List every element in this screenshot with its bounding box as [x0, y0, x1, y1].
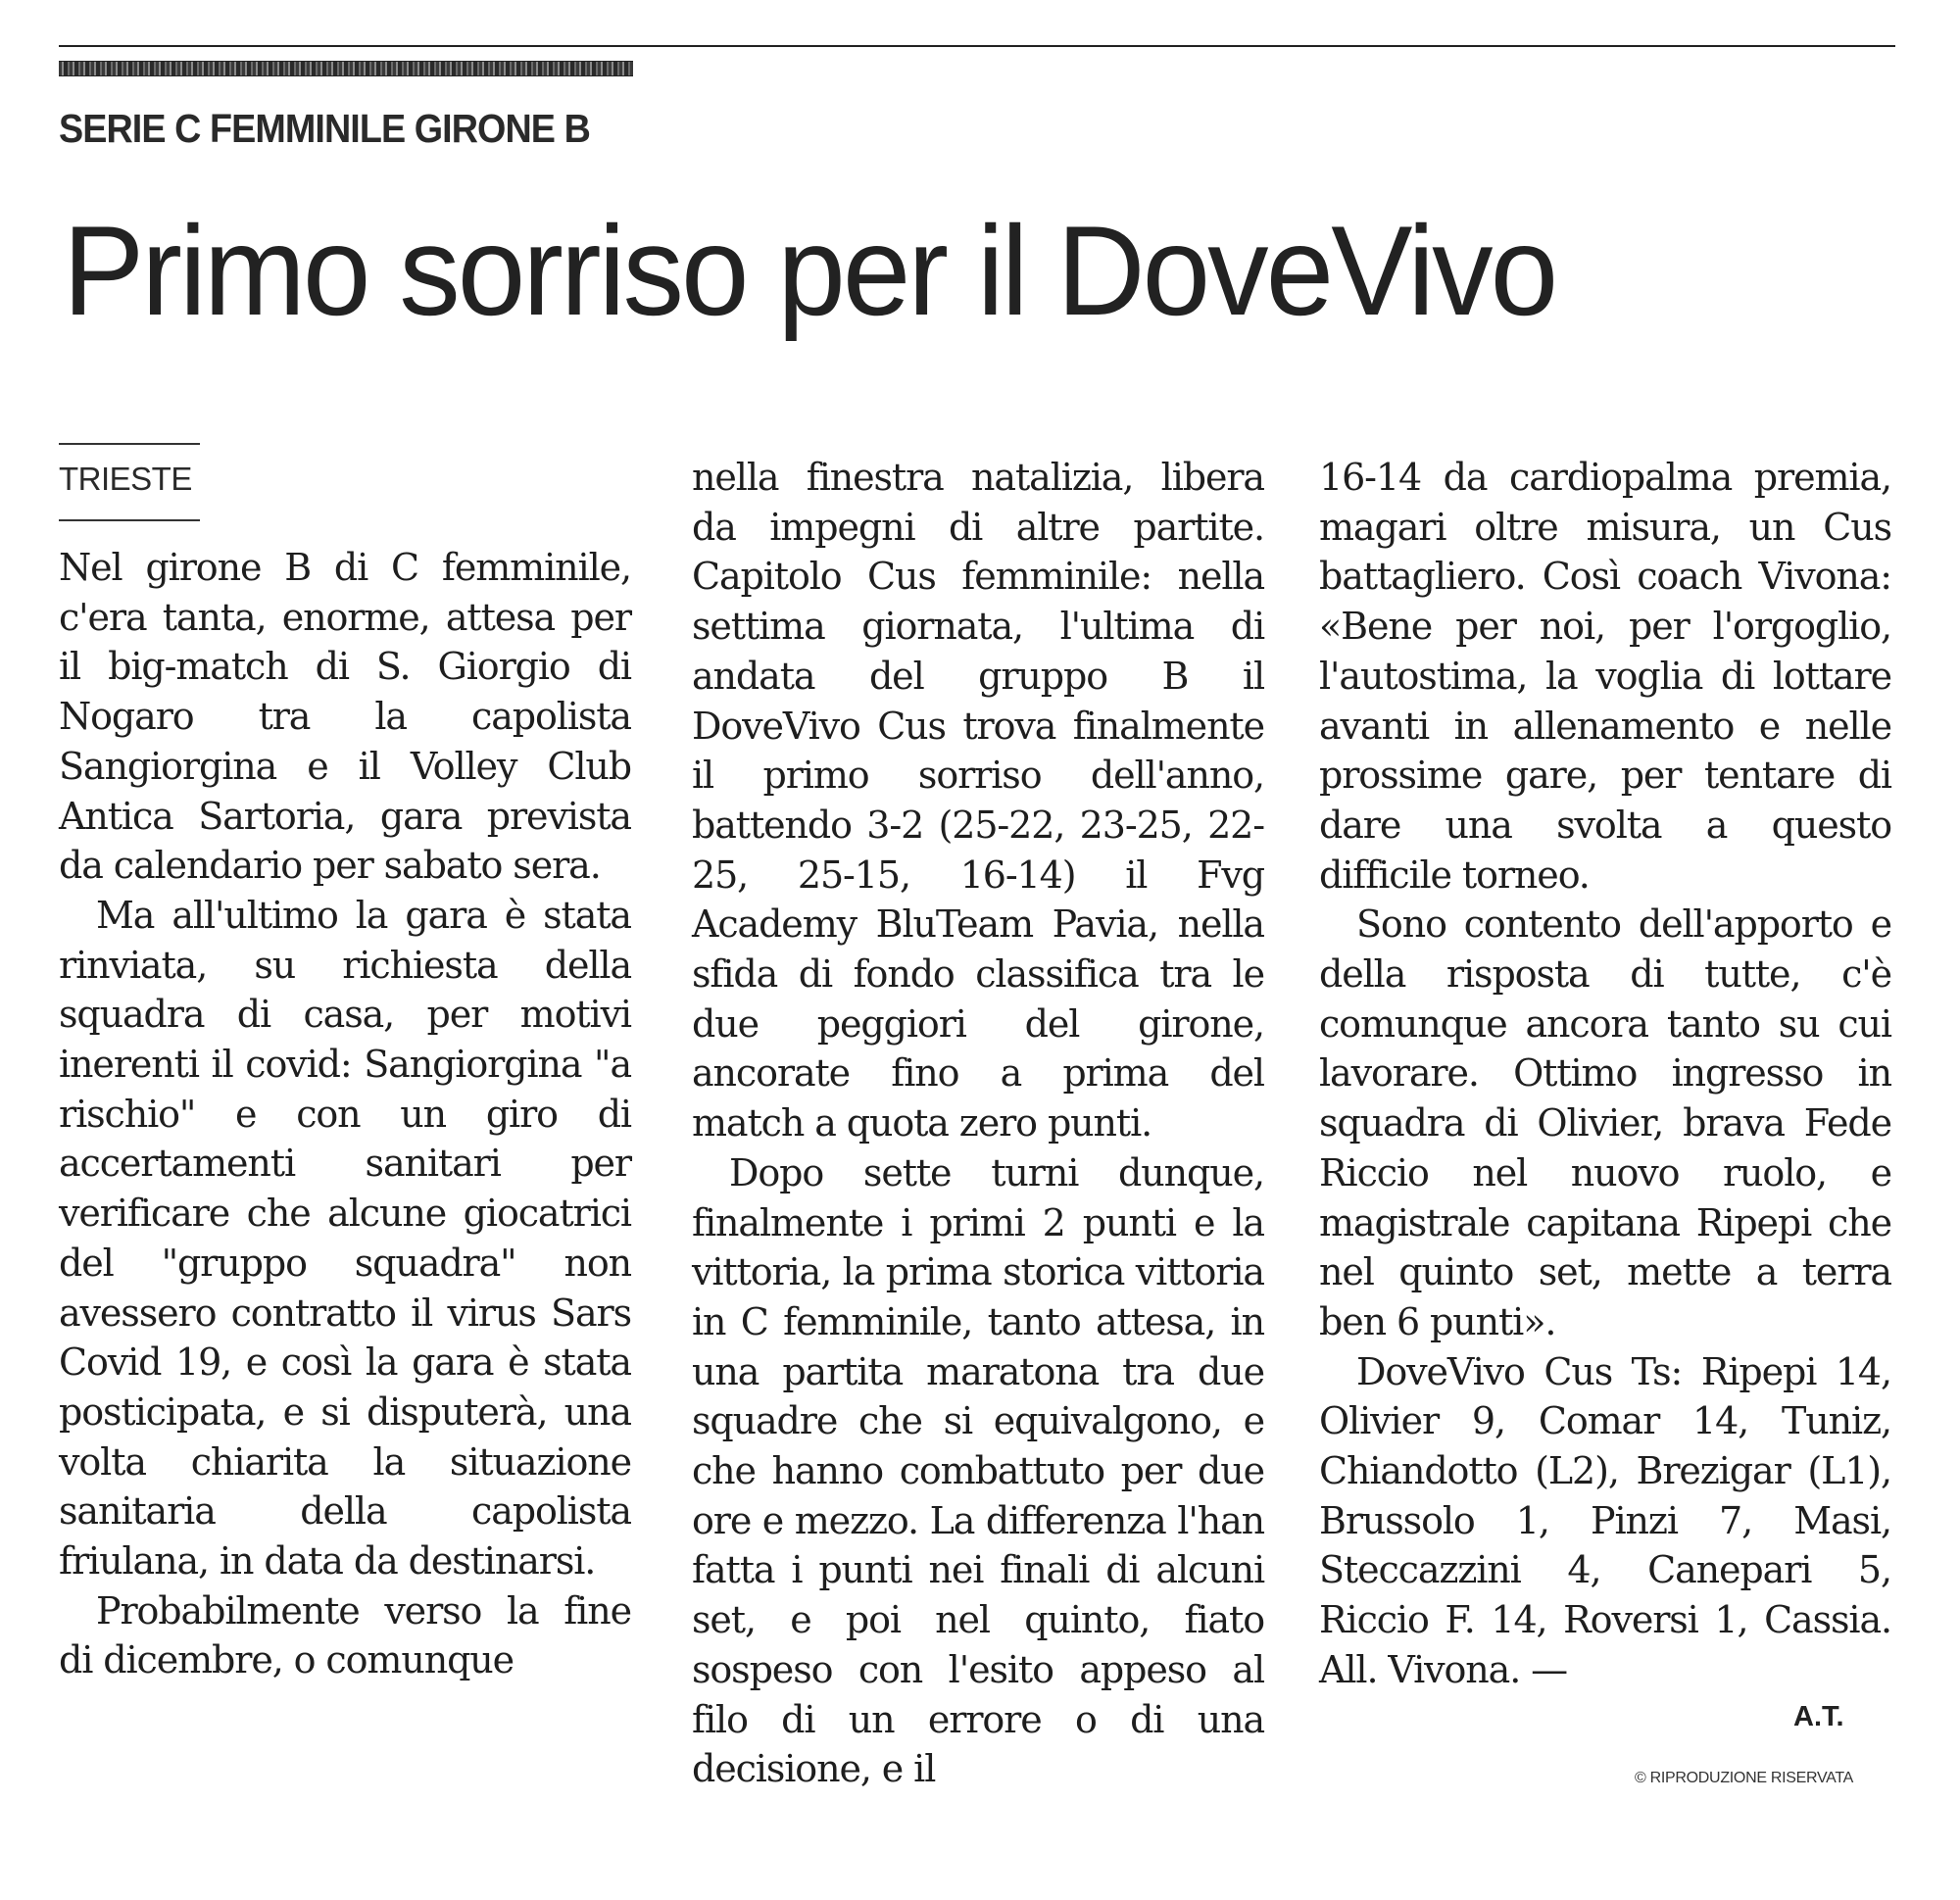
- paragraph: 16-14 da cardiopalma premia, magari oltre misura, un Cus battagliero. Così coach Vivona: «Bene per noi, per l'orgoglio, l'autostima, la voglia di lottare avanti in allenamento e nelle prossime gare, per tentare di dare una svolta a questo difficile torneo.: [1319, 456, 1891, 897]
- paragraph: Probabilmente verso la fine di dicembre, o comunque: [59, 1588, 631, 1682]
- top-rule: [59, 45, 1895, 47]
- article-headline: Primo sorriso per il DoveVivo: [63, 199, 1556, 342]
- article-column-3: [1319, 453, 1891, 1695]
- paragraph: Nel girone B di C femminile, c'era tanta, enorme, attesa per il big-match di S. Giorgio di Nogaro tra la capolista Sangiorgina e il Volley Club Antica Sartoria, gara prevista da calendario per sabato sera.: [59, 546, 631, 888]
- dateline: TRIESTE: [59, 461, 192, 497]
- paragraph: Sono contento dell'apporto e della risposta di tutte, c'è comunque ancora tanto su cui lavorare. Ottimo ingresso in squadra di Olivier, brava Fede Riccio nel nuovo ruolo, e magistrale capitana Ripepi che nel quinto set, mette a terra ben 6 punti».: [1319, 902, 1891, 1343]
- section-bar: [59, 61, 633, 76]
- paragraph: DoveVivo Cus Ts: Ripepi 14, Olivier 9, Comar 14, Tuniz, Chiandotto (L2), Brezigar (L1), Brussolo 1, Pinzi 7, Masi, Steccazzini 4, Canepari 5, Riccio F. 14, Roversi 1, Cassia. All. Vivona. —: [1319, 1349, 1891, 1691]
- copyright-notice: © RIPRODUZIONE RISERVATA: [1635, 1770, 1853, 1786]
- paragraph: nella finestra natalizia, libera da impegni di altre partite. Capitolo Cus femminile: nella settima giornata, l'ultima di andata del gruppo B il DoveVivo Cus trova finalmente il primo sorriso dell'anno, battendo 3-2 (25-22, 23-25, 22-25, 25-15, 16-14) il Fvg Academy BluTeam Pavia, nella sfida di fondo classifica tra le due peggiori del girone, ancorate fino a prima del match a quota zero punti.: [692, 456, 1264, 1145]
- section-kicker: SERIE C FEMMINILE GIRONE B: [59, 106, 590, 151]
- author-initials: A.T.: [1793, 1701, 1844, 1732]
- article-column-1: [59, 543, 631, 1685]
- paragraph: Dopo sette turni dunque, finalmente i primi 2 punti e la vittoria, la prima storica vittoria in C femminile, tanto attesa, in una partita maratona tra due squadre che si equivalgono, e che hanno combattuto per due ore e mezzo. La differenza l'han fatta i punti nei finali di alcuni set, e poi nel quinto, fiato sospeso con l'esito appeso al filo di un errore o di una decisione, e il: [692, 1150, 1264, 1791]
- paragraph: Ma all'ultimo la gara è stata rinviata, su richiesta della squadra di casa, per motivi inerenti il covid: Sangiorgina "a rischio" e con un giro di accertamenti sanitari per verificare che alcune giocatrici del "gruppo squadra" non avessero contratto il virus Sars Covid 19, e così la gara è stata posticipata, e si disputerà, una volta chiarita la situazione sanitaria della capolista friulana, in data da destinarsi.: [59, 893, 631, 1583]
- article-column-2: [692, 453, 1264, 1794]
